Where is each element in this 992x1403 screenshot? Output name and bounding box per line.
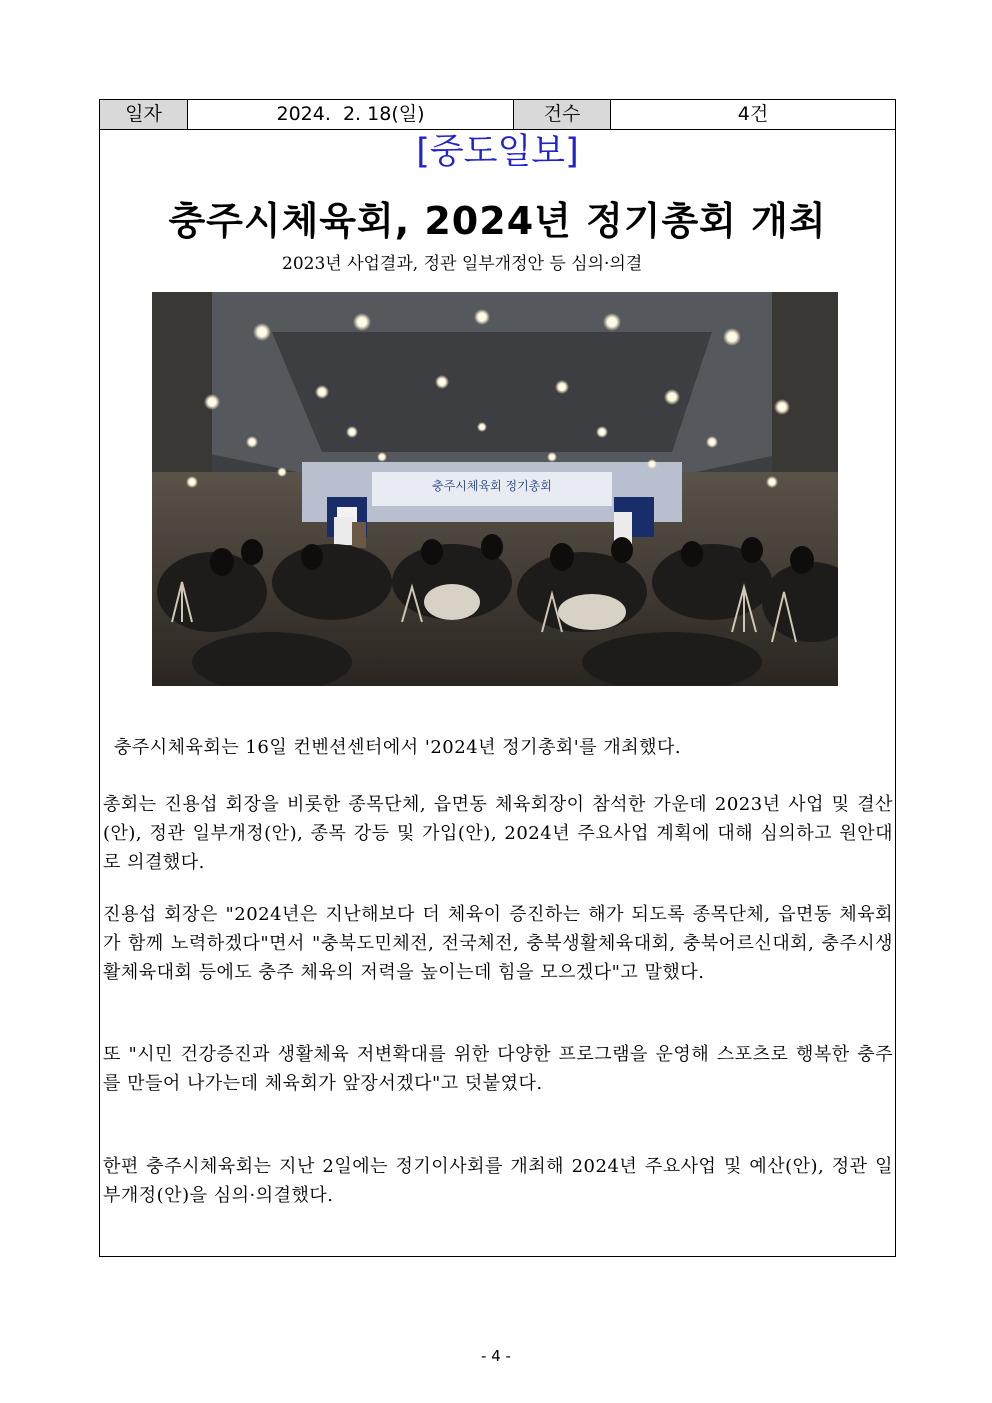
article-subtitle: 2023년 사업결과, 정관 일부개정안 등 심의·의결 [282, 254, 643, 274]
article-paragraph: 또 "시민 건강증진과 생활체육 저변확대를 위한 다양한 프로그램을 운영해 스포츠로 행복한 충주를 만들어 나가는데 체육회가 앞장서겠다"고 덧붙였다. [103, 1044, 893, 1094]
count-label: 건수 [514, 100, 611, 129]
article-headline: 충주시체육회, 2024년 정기총회 개최 [168, 199, 827, 243]
article-paragraph: 충주시체육회는 16일 컨벤션센터에서 '2024년 정기총회'를 개최했다. [114, 737, 682, 758]
article-photo [152, 292, 838, 686]
info-header-row [100, 100, 895, 130]
page-number: - 4 - [481, 1347, 511, 1365]
date-value: 2024. 2. 18(일) [188, 100, 514, 129]
banner-text: 충주시체육회 정기총회 [432, 479, 552, 493]
clipping-frame [99, 99, 896, 1257]
article-paragraph: 진용섭 회장은 "2024년은 지난해보다 더 체육이 증진하는 해가 되도록 종목단체, 읍면동 체육회가 함께 노력하겠다"면서 "충북도민체전, 전국체전, 충북생활체육대회, 충북어르신대회, 충주시생활체육대회 등에도 충주 체육의 저력을 높이는데 힘을 모으겠다"고 말했다. [103, 904, 893, 983]
article-paragraph: 한편 충주시체육회는 지난 2일에는 정기이사회를 개최해 2024년 주요사업 및 예산(안), 정관 일부개정(안)을 심의·의결했다. [103, 1156, 893, 1206]
count-value: 4건 [737, 103, 769, 125]
date-label: 일자 [100, 100, 188, 129]
newspaper-source: [중도일보] [416, 132, 579, 172]
article-paragraph: 총회는 진용섭 회장을 비롯한 종목단체, 읍면동 체육회장이 참석한 가운데 2023년 사업 및 결산(안), 정관 일부개정(안), 종목 강등 및 가입(안), 2024년 주요사업 계획에 대해 심의하고 원안대로 의결했다. [103, 794, 893, 873]
